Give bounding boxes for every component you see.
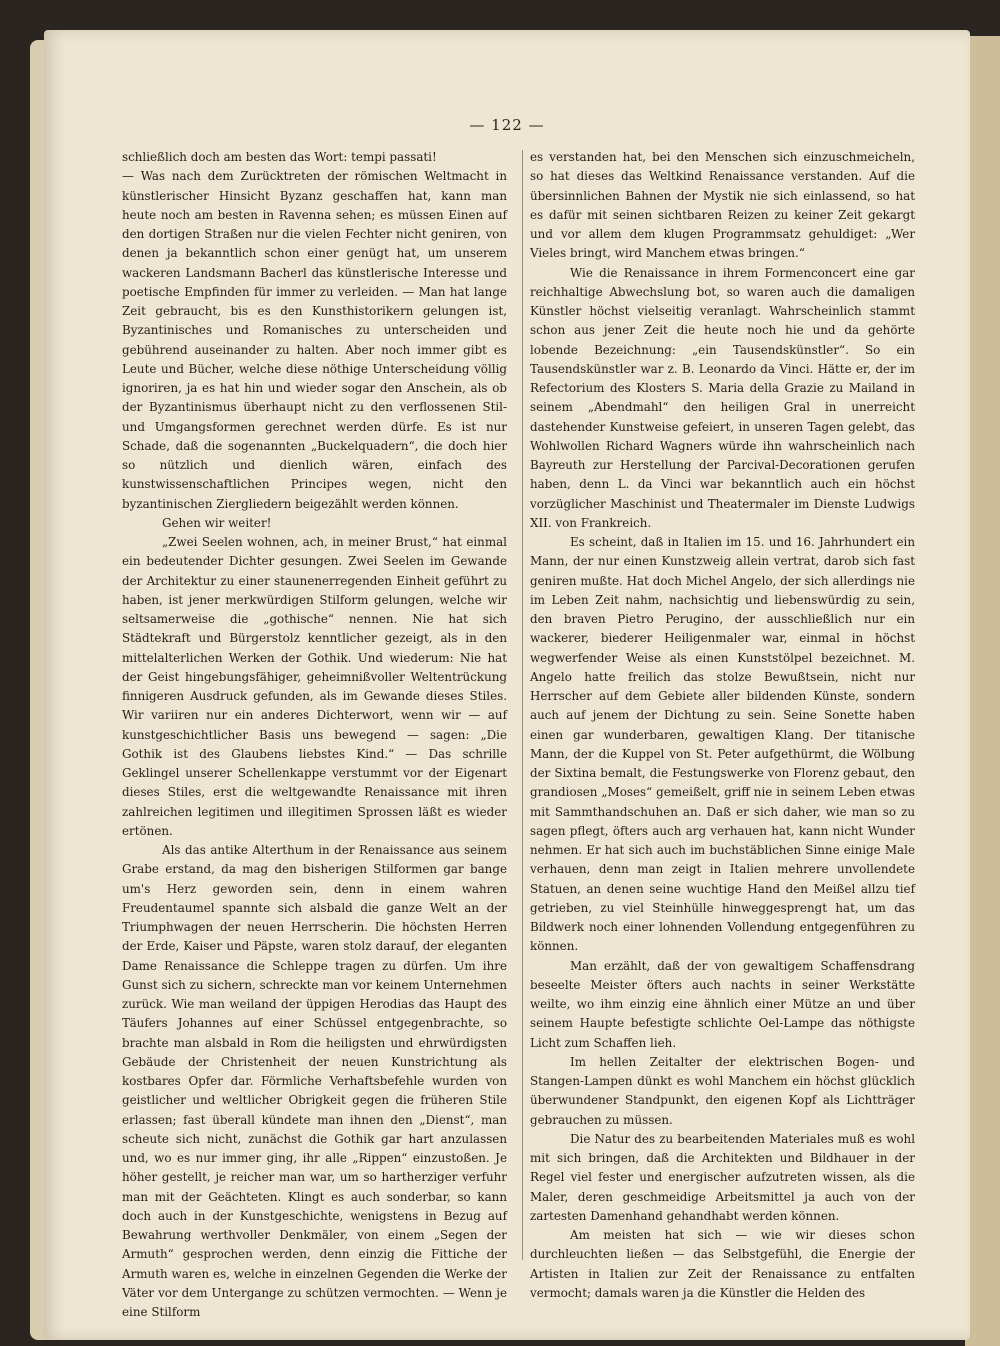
paragraph: es verstanden hat, bei den Menschen sich einzuschmeicheln, so hat dieses das Weltkind Renaissance verstanden. Auf die übersinnlichen Bahnen der Mystik nie sich einlassend, so hat es dafür mit seinen sichtbaren Reizen zu keiner Zeit gekargt und vor allem dem klugen Programmsatz gehuldiget: „Wer Vieles bringt, wird Manchem etwas bringen.“ <box>530 150 915 261</box>
paragraph: schließlich doch am besten das Wort: tempi passati! <box>122 150 437 164</box>
paragraph: „Zwei Seelen wohnen, ach, in meiner Brust,“ hat einmal ein bedeutender Dichter gesungen. Zwei Seelen im Gewande der Architektur zu einer staunenerregenden Einheit geführt zu haben, ist jener merkwürdigen Stilform gelungen, welche wir seltsamerweise die „gothische“ nennen. Nie hat sich Städtekraft und Bürgerstolz kenntlicher gezeigt, als in den mittelalterlichen Werken der Gothik. Und wiederum: Nie hat der Geist hingebungsfähiger, geheimnißvoller Weltentrückung finnigeren Ausdruck gefunden, als im Gewande dieses Stiles. Wir variiren nur ein anderes Dichterwort, wenn wir — auf kunstgeschichtlicher Basis uns bewegend — sagen: „Die Gothik ist des Glaubens liebstes Kind.“ — Das schrille Geklingel unserer Schellenkappe verstummt vor der Eigenart dieses Stiles, erst die weltgewandte Renaissance mit ihren zahlreichen legitimen und illegitimen Sprossen läßt es wieder ertönen. <box>122 535 507 838</box>
paragraph: Man erzählt, daß der von gewaltigem Schaffensdrang beseelte Meister öfters auch nachts in seiner Werkstätte weilte, wo ihm einzig eine ähnlich einer Mütze an und über seinem Haupte befestigte schlichte Oel-Lampe das nöthigste Licht zum Schaffen lieh. <box>530 958 915 1050</box>
book-page <box>44 30 970 1340</box>
paragraph: Im hellen Zeitalter der elektrischen Bogen- und Stangen-Lampen dünkt es wohl Manchem ein höchst glücklich überwundener Standpunkt, den eigenen Kopf als Lichtträger gebrauchen zu müssen. <box>530 1054 915 1127</box>
paragraph: Wie die Renaissance in ihrem Formenconcert eine gar reichhaltige Abwechslung bot, so waren auch die damaligen Künstler höchst vielseitig veranlagt. Wahrscheinlich stammt schon aus jener Zeit die heute noch hie und da gehörte lobende Bezeichnung: „ein Tausendskünstler“. So ein Tausendskünstler war z. B. Leonardo da Vinci. Hätte er, der im Refectorium des Klosters S. Maria della Grazie zu Mailand in seinem „Abendmahl“ den heiligen Gral in unerreicht dastehender Kunstweise gefeiert, in unseren Tagen gelebt, das Wohlwollen Richard Wagners würde ihn wahrscheinlich nach Bayreuth zur Herstellung der Parcival-Decorationen gerufen haben, denn L. da Vinci war bekanntlich auch ein höchst vorzüglicher Maschinist und Theatermaler im Dienste Ludwigs XII. von Frankreich. <box>530 265 915 530</box>
left-column <box>122 148 507 1322</box>
right-column <box>530 148 915 1303</box>
page-number: — 122 — <box>469 116 545 134</box>
paragraph: Es scheint, daß in Italien im 15. und 16. Jahrhundert ein Mann, der nur einen Kunstzweig allein vertrat, darob sich fast geniren mußte. Hat doch Michel Angelo, der sich allerdings nie im Leben Zeit nahm, nachsichtig und liebenswürdig zu sein, den braven Pietro Perugino, der ausschließlich nur ein wackerer, biederer Heiligenmaler war, einmal in höchst wegwerfender Weise als einen Kunststölpel bezeichnet. M. Angelo hatte freilich das stolze Bewußtsein, nicht nur Herrscher auf dem Gebiete aller bildenden Künste, sondern auch auf jenem der Dichtung zu sein. Seine Sonette haben einen gar wunderbaren, gewaltigen Klang. Der titanische Mann, der die Kuppel von St. Peter aufgethürmt, die Wölbung der Sixtina bemalt, die Festungswerke von Florenz gebaut, den grandiosen „Moses“ gemeißelt, griff nie in seinem Leben etwas mit Sammthandschuhen an. Daß er sich daher, wie man so zu sagen pflegt, öfters auch arg verhauen hat, kann nicht Wunder nehmen. Er hat sich auch im buchstäblichen Sinne einige Male verhauen, denn man zeigt in Italien mehrere unvollendete Statuen, an denen seine wuchtige Hand den Meißel allzu tief getrieben, zu viel Steinhülle hinweggesprengt hat, um das Bildwerk noch einer lohnenden Vollendung entgegenführen zu können. <box>530 535 915 954</box>
book-edge <box>965 36 1000 1346</box>
paragraph: — Was nach dem Zurücktreten der römischen Weltmacht in künstlerischer Hinsicht Byzanz geschaffen hat, kann man heute noch am besten in Ravenna sehen; es müssen Einen auf den dortigen Straßen nur die vielen Fechter nicht geniren, von denen ja bekanntlich schon einer genügt hat, um unserem wackeren Landsmann Bacherl das künstlerische Interesse und poetische Empfinden für immer zu verleiden. — Man hat lange Zeit gebraucht, bis es den Kunsthistorikern gelungen ist, Byzantinisches und Romanisches zu unterscheiden und gebührend auseinander zu halten. Aber noch immer gibt es Leute und Bücher, welche diese nöthige Unterscheidung völlig ignoriren, ja es hat hin und wieder sogar den Anschein, als ob der Byzantinismus überhaupt nicht zu den verflossenen Stil- und Umgangsformen gerechnet werden dürfe. Es ist nur Schade, daß die sogenannten „Buckelquadern“, die doch hier so nützlich und dienlich wären, einfach des kunstwissenschaftlichen Principes wegen, nicht den byzantinischen Ziergliedern beigezählt werden können. <box>122 169 507 511</box>
column-divider <box>522 150 523 1260</box>
paragraph: Am meisten hat sich — wie wir dieses schon durchleuchten ließen — das Selbstgefühl, die Energie der Artisten in Italien zur Zeit der Renaissance zu entfalten vermocht; damals waren ja die Künstler die Helden des <box>530 1228 915 1300</box>
paragraph: Die Natur des zu bearbeitenden Materiales muß es wohl mit sich bringen, daß die Architekten und Bildhauer in der Regel viel fester und energischer aufzutreten wissen, als die Maler, deren geschmeidige Arbeitsmittel ja auch von der zartesten Damenhand gehandhabt werden können. <box>530 1131 915 1223</box>
paragraph: Gehen wir weiter! <box>162 515 272 530</box>
paragraph: Als das antike Alterthum in der Renaissance aus seinem Grabe erstand, da mag den bisherigen Stilformen gar bange um's Herz geworden sein, denn in einem wahren Freudentaumel spannte sich alsbald die ganze Welt an der Triumphwagen der neuen Herrscherin. Die höchsten Herren der Erde, Kaiser und Päpste, waren stolz darauf, der eleganten Dame Renaissance die Schleppe tragen zu dürfen. Um ihre Gunst sich zu sichern, schreckte man vor keinem Unternehmen zurück. Wie man weiland der üppigen Herodias das Haupt des Täufers Johannes auf einer Schüssel entgegenbrachte, so brachte man alsbald in Rom die heiligsten und ehrwürdigsten Gebäude der Christenheit der neuen Kunstrichtung als kostbares Opfer dar. Förmliche Verhaftsbefehle wurden von geistlicher und weltlicher Obrigkeit gegen die früheren Stile erlassen; fast überall kündete man ihnen den „Dienst“, man scheute sich nicht, zunächst die Gothik gar hart anzulassen und, wo es nur immer ging, ihr alle „Rippen“ einzustoßen. Je höher gestellt, je reicher man war, um so hartherziger verfuhr man mit der Geächteten. Klingt es auch sonderbar, so kann doch auch in der Kunstgeschichte, wenigstens in Bezug auf Bewahrung werthvoller Denkmäler, von einem „Segen der Armuth“ gesprochen werden, denn einzig die Fittiche der Armuth waren es, welche in einzelnen Gegenden die Werke der Väter vor dem Untergange zu schützen vermochten. — Wenn je eine Stilform <box>122 843 507 1319</box>
